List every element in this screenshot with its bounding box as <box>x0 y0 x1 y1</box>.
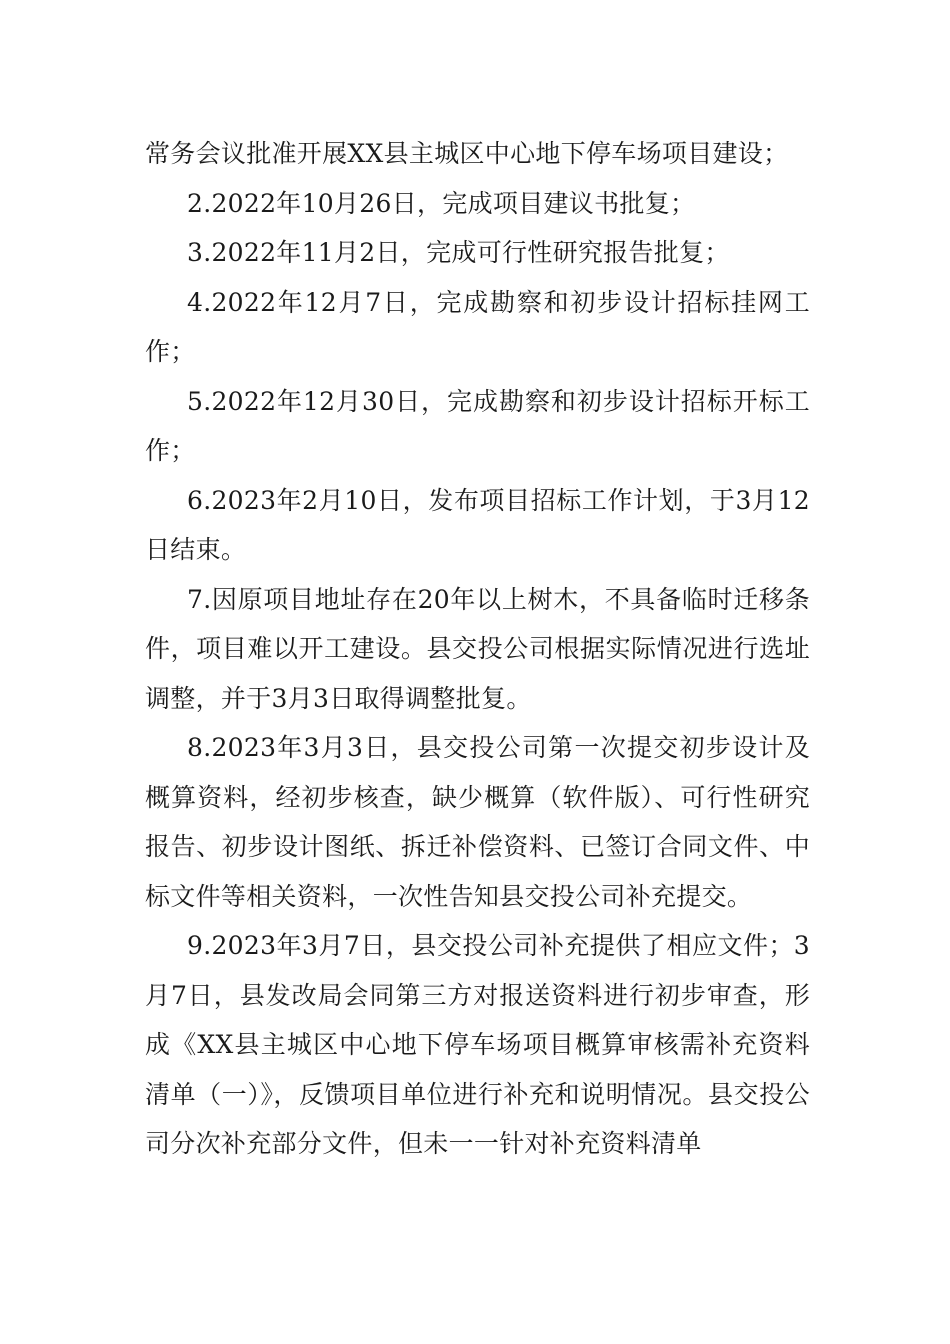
paragraph-9: 9.2023年3月7日，县交投公司补充提供了相应文件；3月7日，县发改局会同第三方对报送资料进行初步审查，形成《XX县主城区中心地下停车场项目概算审核需补充资料清单（一）》，反馈项目单位进行补充和说明情况。县交投公司分次补充部分文件，但未一一针对补充资料清单 <box>145 931 810 1158</box>
paragraph-3: 3.2022年11月2日，完成可行性研究报告批复； <box>187 238 730 267</box>
paragraph-7: 7.因原项目地址存在20年以上树木，不具备临时迁移条件，项目难以开工建设。县交投公司根据实际情况进行选址调整，并于3月3日取得调整批复。 <box>145 584 810 713</box>
paragraph-5: 5.2022年12月30日，完成勘察和初步设计招标开标工作； <box>145 386 810 465</box>
paragraph-2: 2.2022年10月26日，完成项目建议书批复； <box>187 188 696 218</box>
paragraph-6: 6.2023年2月10日，发布项目招标工作计划，于3月12日结束。 <box>145 485 810 564</box>
document-body <box>145 129 810 1169</box>
paragraph-4: 4.2022年12月7日，完成勘察和初步设计招标挂网工作； <box>145 287 810 366</box>
paragraph-1: 常务会议批准开展XX县主城区中心地下停车场项目建设； <box>145 139 789 168</box>
paragraph-8: 8.2023年3月3日，县交投公司第一次提交初步设计及概算资料，经初步核查，缺少概算（软件版）、可行性研究报告、初步设计图纸、拆迁补偿资料、已签订合同文件、中标文件等相关资料，一次性告知县交投公司补充提交。 <box>145 733 810 911</box>
